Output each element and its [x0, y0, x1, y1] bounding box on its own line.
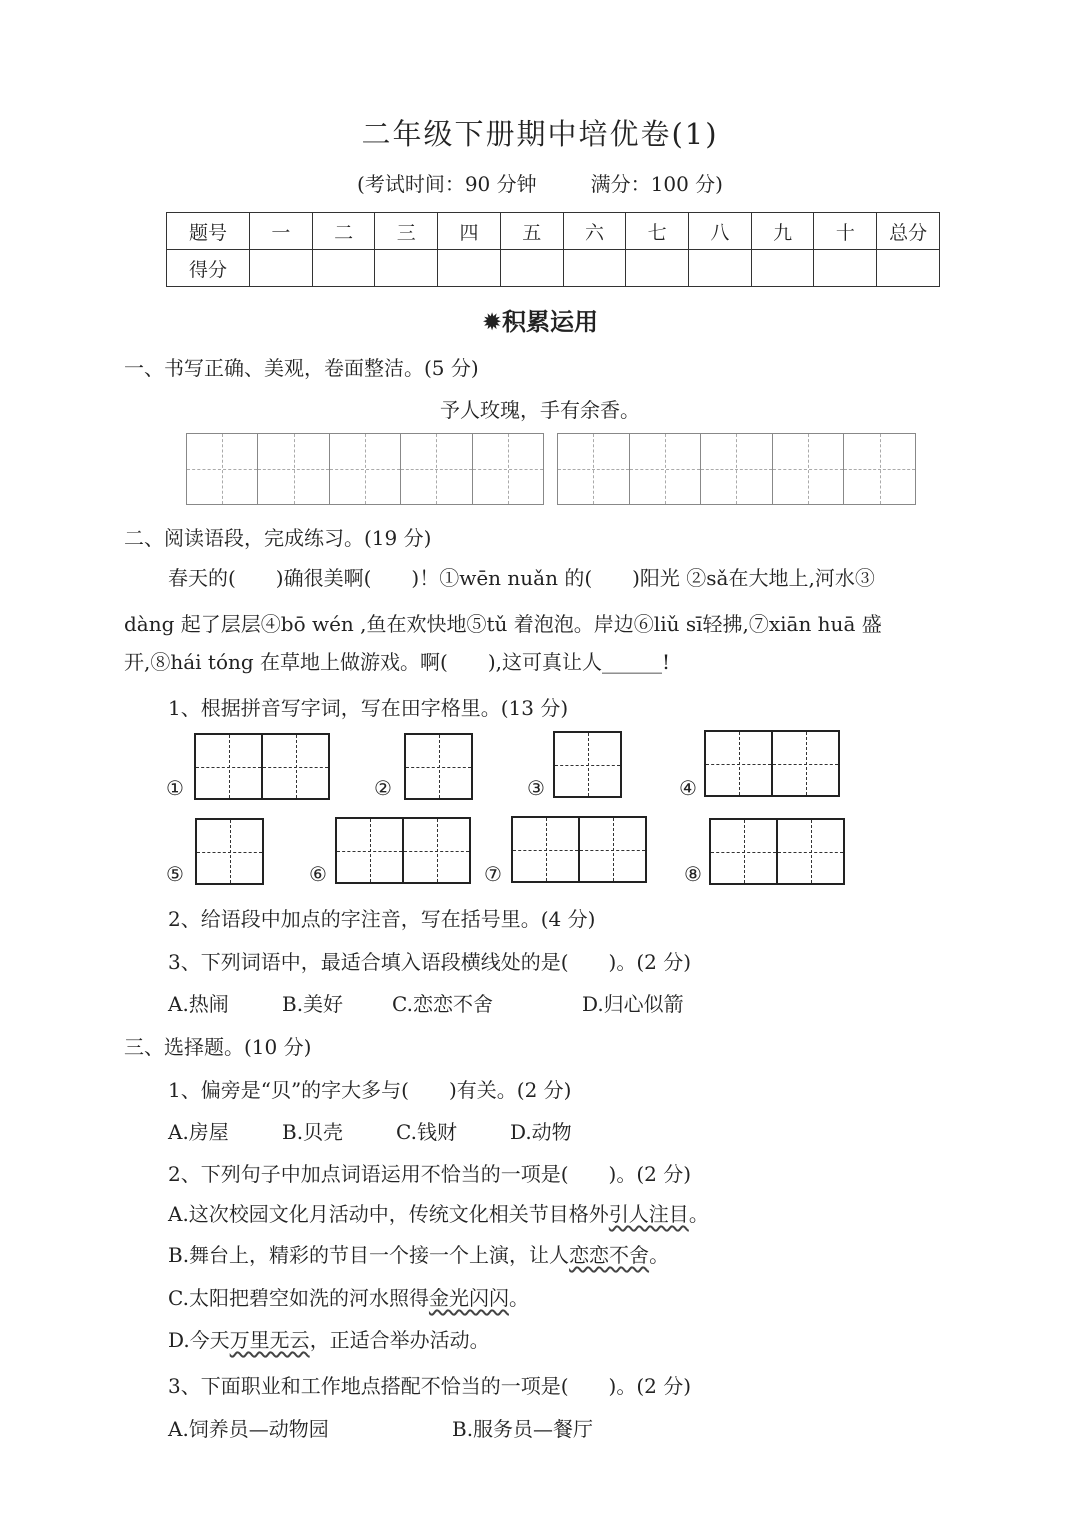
q3-s1-option-b[interactable]: B.贝壳 — [282, 1120, 344, 1144]
score-table-header: 九 — [751, 213, 814, 250]
q3-s3-option-b[interactable]: B.服务员—餐厅 — [452, 1417, 594, 1441]
q3-s2-option-a[interactable] — [168, 1198, 709, 1227]
q1-title: 一、书写正确、美观，卷面整洁。(5 分) — [124, 356, 479, 380]
score-table-header: 十 — [814, 213, 877, 250]
writing-grid-right[interactable] — [557, 433, 916, 505]
score-table-header: 三 — [375, 213, 438, 250]
q2-title: 二、阅读语段，完成练习。(19 分) — [124, 526, 432, 550]
q2-sub2: 2、给语段中加点的字注音，写在括号里。(4 分) — [168, 907, 596, 931]
score-table — [166, 212, 940, 287]
score-table-header: 题号 — [167, 213, 250, 250]
q3-s1-option-d[interactable]: D.动物 — [510, 1120, 572, 1144]
marked-phrase: 万里无云 — [229, 1328, 310, 1352]
score-cell[interactable] — [250, 250, 313, 287]
exam-info — [0, 168, 1080, 197]
score-cell[interactable] — [877, 250, 940, 287]
marker-1: ① — [166, 776, 184, 800]
q3-s2-option-d[interactable] — [168, 1324, 490, 1353]
marker-5: ⑤ — [166, 862, 184, 886]
q2-sub3-option-a[interactable]: A.热闹 — [168, 992, 229, 1016]
tian-grid-3[interactable] — [553, 731, 622, 798]
option-text-end: 。 — [649, 1243, 670, 1267]
exam-full-score: 满分：100 分) — [590, 172, 723, 196]
option-text-end: 。 — [508, 1286, 529, 1310]
q2-sub3-option-d[interactable]: D.归心似箭 — [582, 992, 684, 1016]
tian-grid-2[interactable] — [404, 733, 473, 800]
q3-s1-option-c[interactable]: C.钱财 — [396, 1120, 457, 1144]
score-table-score-row — [167, 250, 940, 287]
score-cell[interactable] — [563, 250, 626, 287]
score-cell[interactable] — [751, 250, 814, 287]
section-title: ✹积累运用 — [481, 308, 599, 336]
marker-8: ⑧ — [684, 862, 702, 886]
score-cell[interactable] — [312, 250, 375, 287]
exam-time: (考试时间：90 分钟 — [357, 172, 537, 196]
score-cell[interactable] — [626, 250, 689, 287]
score-table-header: 总分 — [877, 213, 940, 250]
q2-sub3-option-b[interactable]: B.美好 — [282, 992, 344, 1016]
tian-grid-1[interactable] — [194, 733, 330, 800]
score-table-header: 五 — [500, 213, 563, 250]
q3-s2-option-b[interactable] — [168, 1239, 669, 1268]
q3-s2-option-c[interactable] — [168, 1282, 529, 1311]
q3-s2: 2、下列句子中加点词语运用不恰当的一项是( )。(2 分) — [168, 1162, 692, 1186]
marker-6: ⑥ — [309, 862, 327, 886]
score-table-header: 一 — [250, 213, 313, 250]
q3-s1-option-a[interactable]: A.房屋 — [168, 1120, 229, 1144]
tian-grid-8[interactable] — [709, 818, 845, 885]
option-text: D.今天 — [168, 1328, 230, 1352]
q2-sub1: 1、根据拼音写字词，写在田字格里。(13 分) — [168, 696, 569, 720]
q2-passage-line1: 春天的( )确很美啊( )！①wēn nuǎn 的( )阳光 ②sǎ在大地上,河水③ — [168, 566, 875, 590]
q2-sub3: 3、下列词语中，最适合填入语段横线处的是( )。(2 分) — [168, 950, 692, 974]
marker-2: ② — [374, 776, 392, 800]
q2-passage-line3: 开,⑧hái tóng 在草地上做游戏。啊( ),这可真让人______! — [124, 650, 671, 674]
option-text-end: ，正适合举办活动。 — [309, 1328, 490, 1352]
score-cell[interactable] — [375, 250, 438, 287]
tian-grid-6[interactable] — [335, 817, 471, 884]
tian-grid-7[interactable] — [511, 816, 647, 883]
marker-3: ③ — [527, 776, 545, 800]
q3-s1: 1、偏旁是“贝”的字大多与( )有关。(2 分) — [168, 1078, 572, 1102]
marker-7: ⑦ — [484, 862, 502, 886]
writing-grid-left[interactable] — [186, 433, 544, 505]
q2-sub3-option-c[interactable]: C.恋恋不舍 — [392, 992, 493, 1016]
option-text-end: 。 — [688, 1202, 709, 1226]
score-cell[interactable] — [500, 250, 563, 287]
score-table-header: 七 — [626, 213, 689, 250]
score-table-header-row — [167, 213, 940, 250]
q1-sentence: 予人玫瑰，手有余香。 — [440, 398, 640, 422]
score-cell[interactable] — [438, 250, 501, 287]
score-table-header: 四 — [438, 213, 501, 250]
q3-s3: 3、下面职业和工作地点搭配不恰当的一项是( )。(2 分) — [168, 1374, 692, 1398]
score-row-label: 得分 — [167, 250, 250, 287]
tian-grid-5[interactable] — [195, 818, 264, 885]
q3-s3-option-a[interactable]: A.饲养员—动物园 — [168, 1417, 329, 1441]
option-text: A.这次校园文化月活动中，传统文化相关节目格外 — [168, 1202, 609, 1226]
score-table-header: 二 — [312, 213, 375, 250]
marked-phrase: 恋恋不舍 — [569, 1243, 650, 1267]
q2-passage-line2: dàng 起了层层④bō wén ,鱼在欢快地⑤tǔ 着泡泡。岸边⑥liǔ sī轻拂,⑦xiān huā 盛 — [124, 612, 882, 636]
tian-grid-4[interactable] — [704, 730, 840, 797]
score-cell[interactable] — [689, 250, 752, 287]
q3-title: 三、选择题。(10 分) — [124, 1035, 312, 1059]
marked-phrase: 引人注目 — [608, 1202, 689, 1226]
marker-4: ④ — [679, 776, 697, 800]
marked-phrase: 金光闪闪 — [428, 1286, 509, 1310]
score-cell[interactable] — [814, 250, 877, 287]
score-table-header: 八 — [689, 213, 752, 250]
page-title: 二年级下册期中培优卷(1) — [361, 117, 719, 151]
score-table-header: 六 — [563, 213, 626, 250]
option-text: C.太阳把碧空如洗的河水照得 — [168, 1286, 429, 1310]
option-text: B.舞台上，精彩的节目一个接一个上演，让人 — [168, 1243, 570, 1267]
